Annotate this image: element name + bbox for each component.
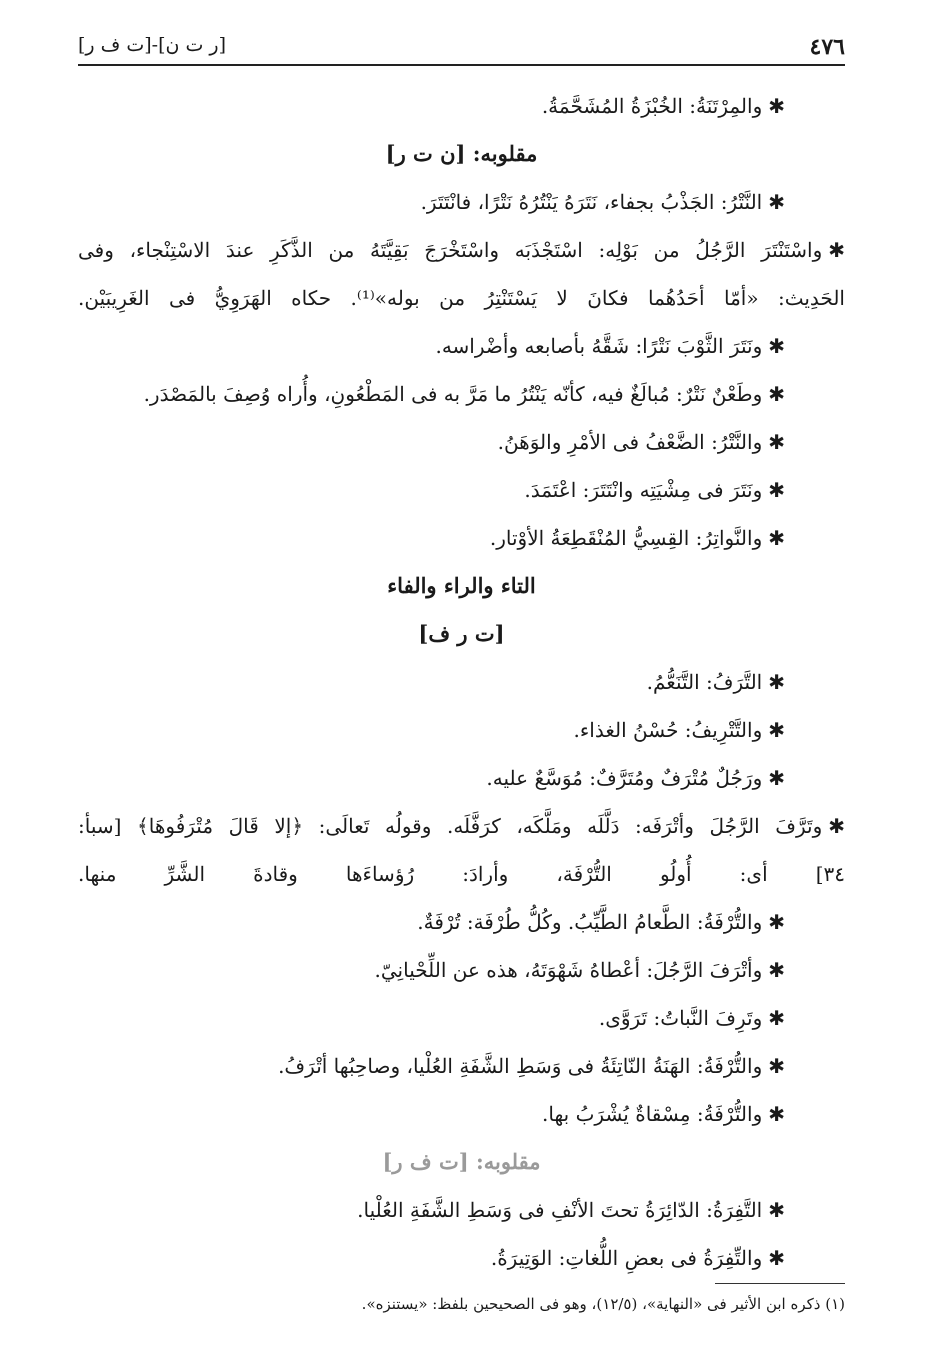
entry-text: ورَجُلٌ مُتْرَفٌ ومُتَرَّفٌ: مُوَسَّعٌ عليه.: [486, 766, 763, 790]
asterisk-icon: ✱: [768, 958, 785, 982]
section-heading: [78, 562, 845, 610]
entry-text: الحَدِيث: «أمّا أحَدُهُما فكانَ لا يَسْتَنْتِرُ من بوله»⁽¹⁾. حكاه الهَرَوِيُّ فى الغَرِيبَيْن.: [78, 286, 845, 310]
entry-text: والنَّواتِرُ: القِسِيُّ المُنْقَطِعَةُ الأوْتار.: [489, 526, 763, 550]
section-heading: [78, 1138, 845, 1186]
asterisk-icon: ✱: [768, 190, 785, 214]
dictionary-entry: [78, 1042, 845, 1090]
dictionary-entry: [78, 1234, 845, 1282]
dictionary-entry: [78, 322, 845, 370]
entry-text: ونَتَرَ فى مِشْيَتِه وانْتَتَرَ: اعْتَمَدَ.: [524, 478, 763, 502]
asterisk-icon: ✱: [768, 526, 785, 550]
asterisk-icon: ✱: [768, 430, 785, 454]
asterisk-icon: ✱: [768, 334, 785, 358]
asterisk-icon: ✱: [768, 478, 785, 502]
asterisk-icon: ✱: [768, 1054, 785, 1078]
section-heading: [78, 610, 845, 658]
heading-text: التاء والراء والفاء: [387, 573, 536, 598]
dictionary-entry: [78, 994, 845, 1042]
entry-text: والتُّرْفَةُ: مِسْقاةٌ يُشْرَبُ بها.: [542, 1102, 763, 1126]
asterisk-icon: ✱: [768, 1246, 785, 1270]
dictionary-entry: [78, 754, 845, 802]
asterisk-icon: ✱: [768, 382, 785, 406]
dictionary-entry: [78, 466, 845, 514]
entry-text: التَّفِرَةُ: الدّائِرَةُ تحتَ الأنْفِ فى وَسَطِ الشَّفَةِ العُلْيا.: [357, 1198, 763, 1222]
heading-text: مقلوبه: [ن ت ر]: [385, 141, 538, 166]
asterisk-icon: ✱: [828, 814, 845, 838]
dictionary-entry: [78, 1090, 845, 1138]
dictionary-entry: [78, 370, 845, 418]
running-title: [ر ت ن]-[ت ف ر]: [78, 34, 227, 56]
page-body: [78, 82, 845, 1282]
asterisk-icon: ✱: [768, 1006, 785, 1030]
entry-text: والتُّرْفَةُ: الهَنَةُ النّاتِئَةُ فى وَسَطِ الشَّفَةِ العُلْيا، وصاحِبُها أتْرَفُ.: [278, 1054, 763, 1078]
entry-text: وتَرَّفَ الرَّجُلَ وأتْرَفَه: دَلَّلَه ومَلَّكَه، كرَفَّلَه. وقولُه تَعالَى: ﴿إلا قَالَ مُتْرَفُوهَا﴾ [سبأ:: [78, 814, 823, 838]
section-heading: [78, 130, 845, 178]
dictionary-entry: [78, 178, 845, 226]
dictionary-entry: [78, 802, 845, 850]
entry-text: والتِّفِرَةُ فى بعضِ اللُّغاتِ: الوَتِيرَةُ.: [490, 1246, 763, 1270]
asterisk-icon: ✱: [768, 1198, 785, 1222]
entry-text: ٣٤] أى: أُولُو التُّرْفَة، وأرادَ: رُؤساءَها وقادةَ الشَّرِّ منها.: [78, 862, 845, 886]
entry-continuation: [78, 274, 845, 322]
heading-text: مقلوبه: [ت ف ر]: [382, 1149, 541, 1174]
heading-text: [ت ر ف]: [418, 621, 505, 646]
entry-text: والمِرْتَنَةُ: الخُبْزَةُ المُشَحَّمَةُ.: [541, 94, 763, 118]
page-header: [78, 30, 845, 66]
dictionary-entry: [78, 1186, 845, 1234]
dictionary-entry: [78, 82, 845, 130]
entry-text: وطَعْنٌ نَتْرٌ: مُبالَغٌ فيه، كأنّه يَنْتُرُ ما مَرَّ به فى المَطْعُونِ، وأُراه وُصِفَ بالمَصْدَر.: [143, 382, 763, 406]
asterisk-icon: ✱: [768, 718, 785, 742]
dictionary-entry: [78, 706, 845, 754]
asterisk-icon: ✱: [768, 670, 785, 694]
entry-text: والتَّتْرِيفُ: حُسْنُ الغذاء.: [573, 718, 763, 742]
asterisk-icon: ✱: [768, 94, 785, 118]
footnote-divider: [715, 1283, 845, 1284]
entry-text: ونَتَرَ الثَّوْبَ نَتْرًا: شَقَّهُ بأصابعه وأضْراسه.: [435, 334, 763, 358]
asterisk-icon: ✱: [768, 910, 785, 934]
entry-text: التَّرَفُ: التَّنَعُّمُ.: [646, 670, 763, 694]
entry-text: والتُّرْفَةُ: الطَّعامُ الطَّيِّبُ. وكُلُّ طُرْفَة: تُرْفَةٌ.: [417, 910, 763, 934]
asterisk-icon: ✱: [828, 238, 845, 262]
dictionary-entry: [78, 898, 845, 946]
dictionary-entry: [78, 418, 845, 466]
footnote: (١) ذكره ابن الأثير فى «النهاية»، (١٢/٥)، وهو فى الصحيحين بلفظ: «يستنزه».: [361, 1295, 845, 1313]
entry-text: واسْتَنْتَرَ الرَّجُلُ من بَوْلِه: اسْتَجْذَبَه واسْتَخْرَجَ بَقِيَّتَهُ من الذَّكَرِ عندَ الاسْتِنْجاء، وفى: [78, 238, 823, 262]
asterisk-icon: ✱: [768, 1102, 785, 1126]
entry-continuation: [78, 850, 845, 898]
entry-text: والنَّتْرُ: الضَّعْفُ فى الأمْرِ والوَهَنُ.: [497, 430, 763, 454]
entry-text: وأتْرَفَ الرَّجُلَ: أعْطاهُ شَهْوَتَهُ، هذه عن اللِّحْيانِيّ.: [374, 958, 763, 982]
dictionary-entry: [78, 514, 845, 562]
asterisk-icon: ✱: [768, 766, 785, 790]
entry-text: النَّتْرُ: الجَذْبُ بجفاء، نَتَرَهُ يَنْتُرُهُ نَتْرًا، فانْتَتَرَ.: [420, 190, 763, 214]
dictionary-entry: [78, 946, 845, 994]
page-number: ٤٧٦: [809, 34, 845, 60]
dictionary-entry: [78, 658, 845, 706]
dictionary-entry: [78, 226, 845, 274]
entry-text: وتَرِفَ النَّباتُ: تَرَوَّى.: [598, 1006, 763, 1030]
